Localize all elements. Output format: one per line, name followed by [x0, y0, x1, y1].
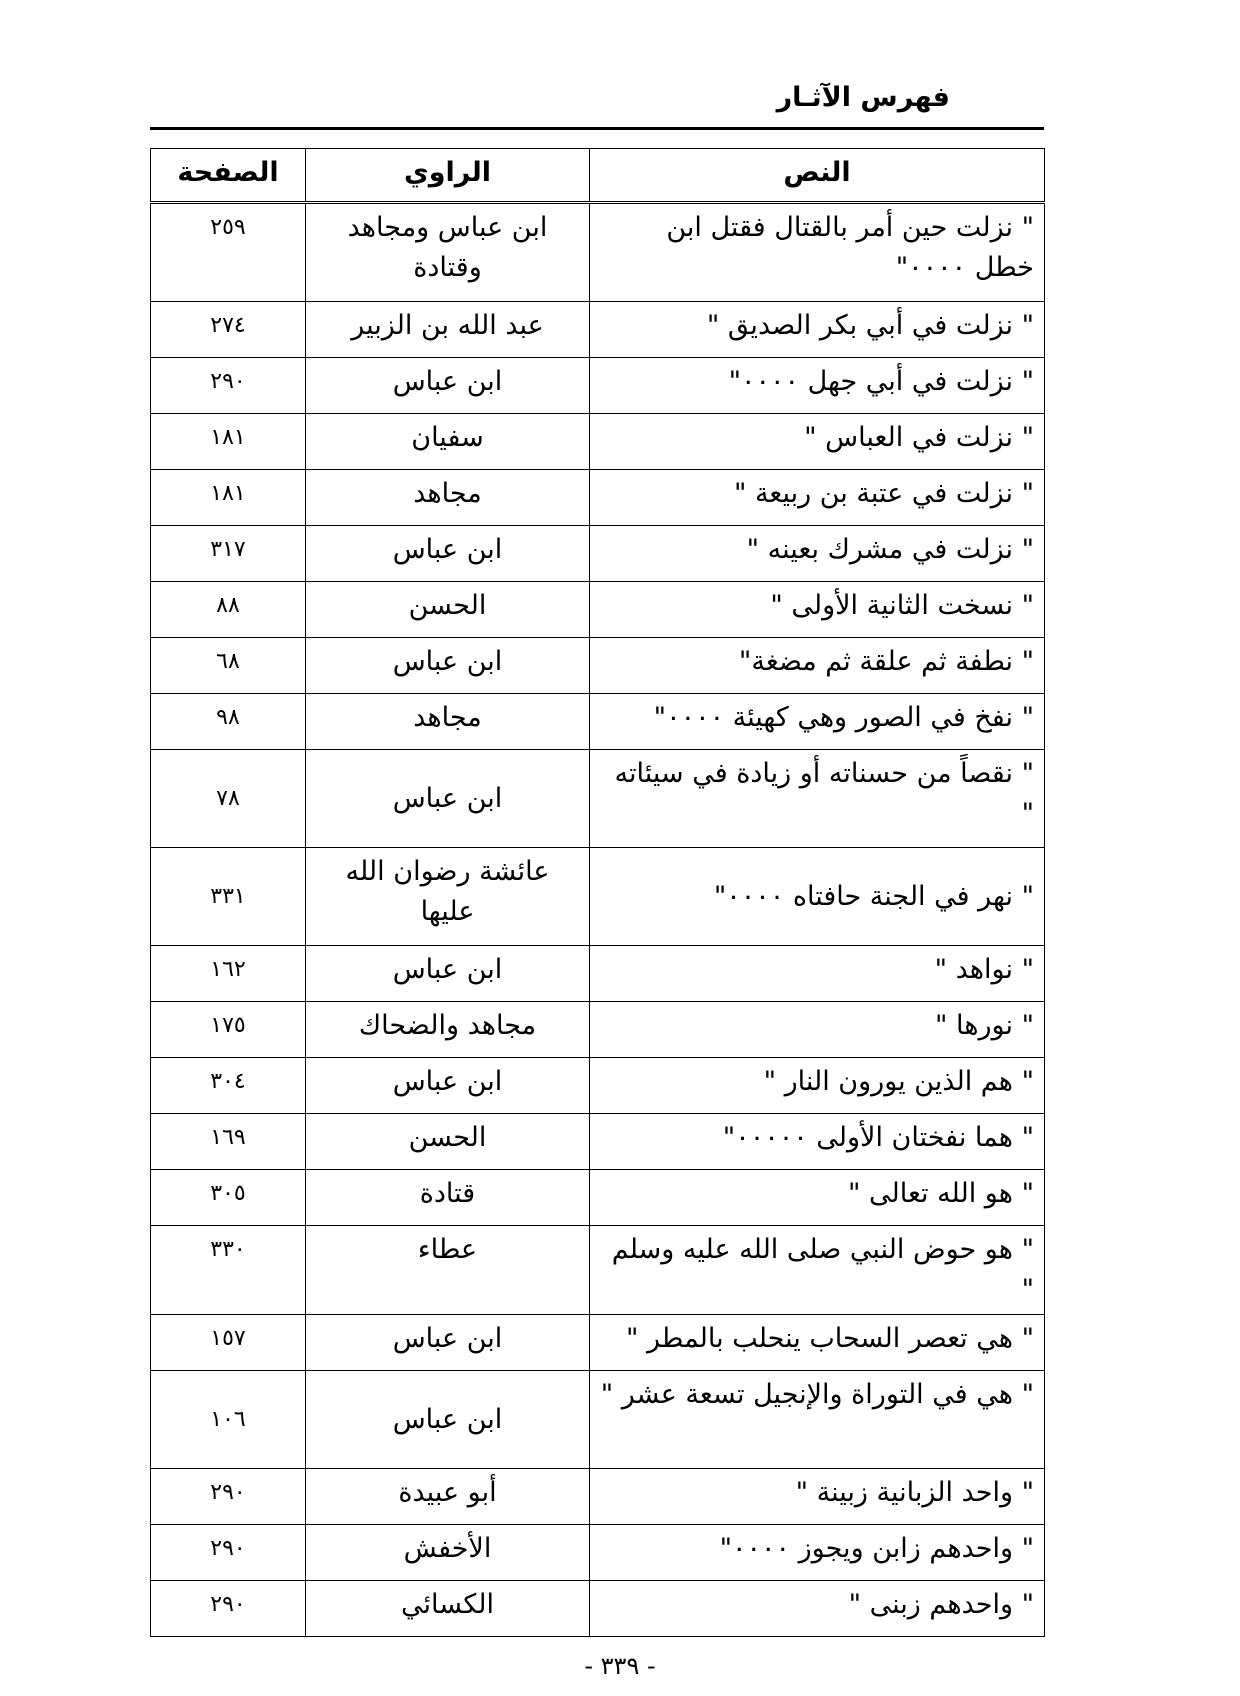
- table-row: [151, 1002, 1045, 1058]
- table-row: [151, 358, 1045, 414]
- row-page: ٢٧٤: [151, 302, 306, 358]
- athar-index-table: [150, 148, 1045, 1637]
- row-narrator: مجاهد: [306, 694, 590, 750]
- row-page: ٧٨: [151, 750, 306, 848]
- row-page: ٢٩٠: [151, 1525, 306, 1581]
- row-text: " نطفة ثم علقة ثم مضغة": [590, 638, 1045, 694]
- row-page: ٦٨: [151, 638, 306, 694]
- row-narrator: قتادة: [306, 1170, 590, 1226]
- row-text: " هي في التوراة والإنجيل تسعة عشر ": [590, 1371, 1045, 1469]
- row-narrator: سفيان: [306, 414, 590, 470]
- table-row: [151, 1058, 1045, 1114]
- table-row: [151, 638, 1045, 694]
- table-row: [151, 302, 1045, 358]
- row-text: " نهر في الجنة حافتاه ٠٠٠٠": [590, 848, 1045, 946]
- table-row: [151, 1170, 1045, 1226]
- row-page: ١٦٢: [151, 946, 306, 1002]
- row-text: " نزلت حين أمر بالقتال فقتل ابن خطل ٠٠٠٠": [590, 203, 1045, 302]
- table-row: [151, 526, 1045, 582]
- row-narrator: ابن عباس ومجاهد وقتادة: [306, 203, 590, 302]
- table-row: [151, 694, 1045, 750]
- row-narrator: ابن عباس: [306, 358, 590, 414]
- row-page: ٨٨: [151, 582, 306, 638]
- row-narrator: الأخفش: [306, 1525, 590, 1581]
- row-text: " واحدهم زابن ويجوز ٠٠٠٠": [590, 1525, 1045, 1581]
- row-text: " نزلت في مشرك بعينه ": [590, 526, 1045, 582]
- row-narrator: عبد الله بن الزبير: [306, 302, 590, 358]
- row-narrator: أبو عبيدة: [306, 1469, 590, 1525]
- row-text: " نزلت في أبي بكر الصديق ": [590, 302, 1045, 358]
- row-page: ٢٩٠: [151, 1469, 306, 1525]
- row-narrator: ابن عباس: [306, 638, 590, 694]
- row-text: " هو الله تعالى ": [590, 1170, 1045, 1226]
- table-row: [151, 1114, 1045, 1170]
- row-text: " واحدهم زبنى ": [590, 1581, 1045, 1637]
- table-row: [151, 470, 1045, 526]
- row-text: " نزلت في العباس ": [590, 414, 1045, 470]
- table-row: [151, 946, 1045, 1002]
- table-header-row: [151, 149, 1045, 203]
- row-narrator: ابن عباس: [306, 750, 590, 848]
- table-row: [151, 582, 1045, 638]
- row-page: ١٨١: [151, 470, 306, 526]
- table-row: [151, 1371, 1045, 1469]
- row-narrator: ابن عباس: [306, 1315, 590, 1371]
- row-narrator: عطاء: [306, 1226, 590, 1315]
- row-text: " هي تعصر السحاب ينحلب بالمطر ": [590, 1315, 1045, 1371]
- row-narrator: ابن عباس: [306, 946, 590, 1002]
- row-narrator: ابن عباس: [306, 1371, 590, 1469]
- row-text: " واحد الزبانية زبينة ": [590, 1469, 1045, 1525]
- row-text: " نزلت في عتبة بن ربيعة ": [590, 470, 1045, 526]
- row-page: ١٨١: [151, 414, 306, 470]
- row-narrator: الحسن: [306, 1114, 590, 1170]
- table-row: [151, 203, 1045, 302]
- row-text: " نزلت في أبي جهل ٠٠٠٠": [590, 358, 1045, 414]
- table-row: [151, 1581, 1045, 1637]
- row-narrator: مجاهد والضحاك: [306, 1002, 590, 1058]
- row-page: ١٧٥: [151, 1002, 306, 1058]
- row-narrator: الحسن: [306, 582, 590, 638]
- row-page: ١٥٧: [151, 1315, 306, 1371]
- row-text: " هم الذين يورون النار ": [590, 1058, 1045, 1114]
- row-text: " هما نفختان الأولى ٠٠٠٠٠": [590, 1114, 1045, 1170]
- row-narrator: ابن عباس: [306, 1058, 590, 1114]
- row-page: ٢٩٠: [151, 358, 306, 414]
- row-page: ٣٣٠: [151, 1226, 306, 1315]
- row-page: ٩٨: [151, 694, 306, 750]
- row-narrator: ابن عباس: [306, 526, 590, 582]
- table-row: [151, 1315, 1045, 1371]
- row-text: " هو حوض النبي صلى الله عليه وسلم ": [590, 1226, 1045, 1315]
- row-text: " نقصاً من حسناته أو زيادة في سيئاته ": [590, 750, 1045, 848]
- row-text: " نسخت الثانية الأولى ": [590, 582, 1045, 638]
- table-row: [151, 1226, 1045, 1315]
- row-text: " نفخ في الصور وهي كهيئة ٠٠٠٠": [590, 694, 1045, 750]
- row-page: ٢٥٩: [151, 203, 306, 302]
- column-header-narrator: الراوي: [306, 149, 590, 203]
- row-narrator: عائشة رضوان الله عليها: [306, 848, 590, 946]
- row-page: ٣٠٥: [151, 1170, 306, 1226]
- table-row: [151, 848, 1045, 946]
- page-number: - ٣٣٩ -: [584, 1652, 656, 1680]
- title-divider: [150, 127, 1044, 130]
- table-row: [151, 750, 1045, 848]
- row-page: ٣٠٤: [151, 1058, 306, 1114]
- row-page: ٢٩٠: [151, 1581, 306, 1637]
- column-header-page: الصفحة: [151, 149, 306, 203]
- row-page: ٣١٧: [151, 526, 306, 582]
- table-row: [151, 1525, 1045, 1581]
- table-row: [151, 1469, 1045, 1525]
- row-narrator: الكسائي: [306, 1581, 590, 1637]
- row-text: " نواهد ": [590, 946, 1045, 1002]
- row-text: " نورها ": [590, 1002, 1045, 1058]
- row-narrator: مجاهد: [306, 470, 590, 526]
- row-page: ١٠٦: [151, 1371, 306, 1469]
- page-title: فهرس الآثـار: [776, 82, 950, 113]
- row-page: ١٦٩: [151, 1114, 306, 1170]
- column-header-text: النص: [590, 149, 1045, 203]
- table-row: [151, 414, 1045, 470]
- row-page: ٣٣١: [151, 848, 306, 946]
